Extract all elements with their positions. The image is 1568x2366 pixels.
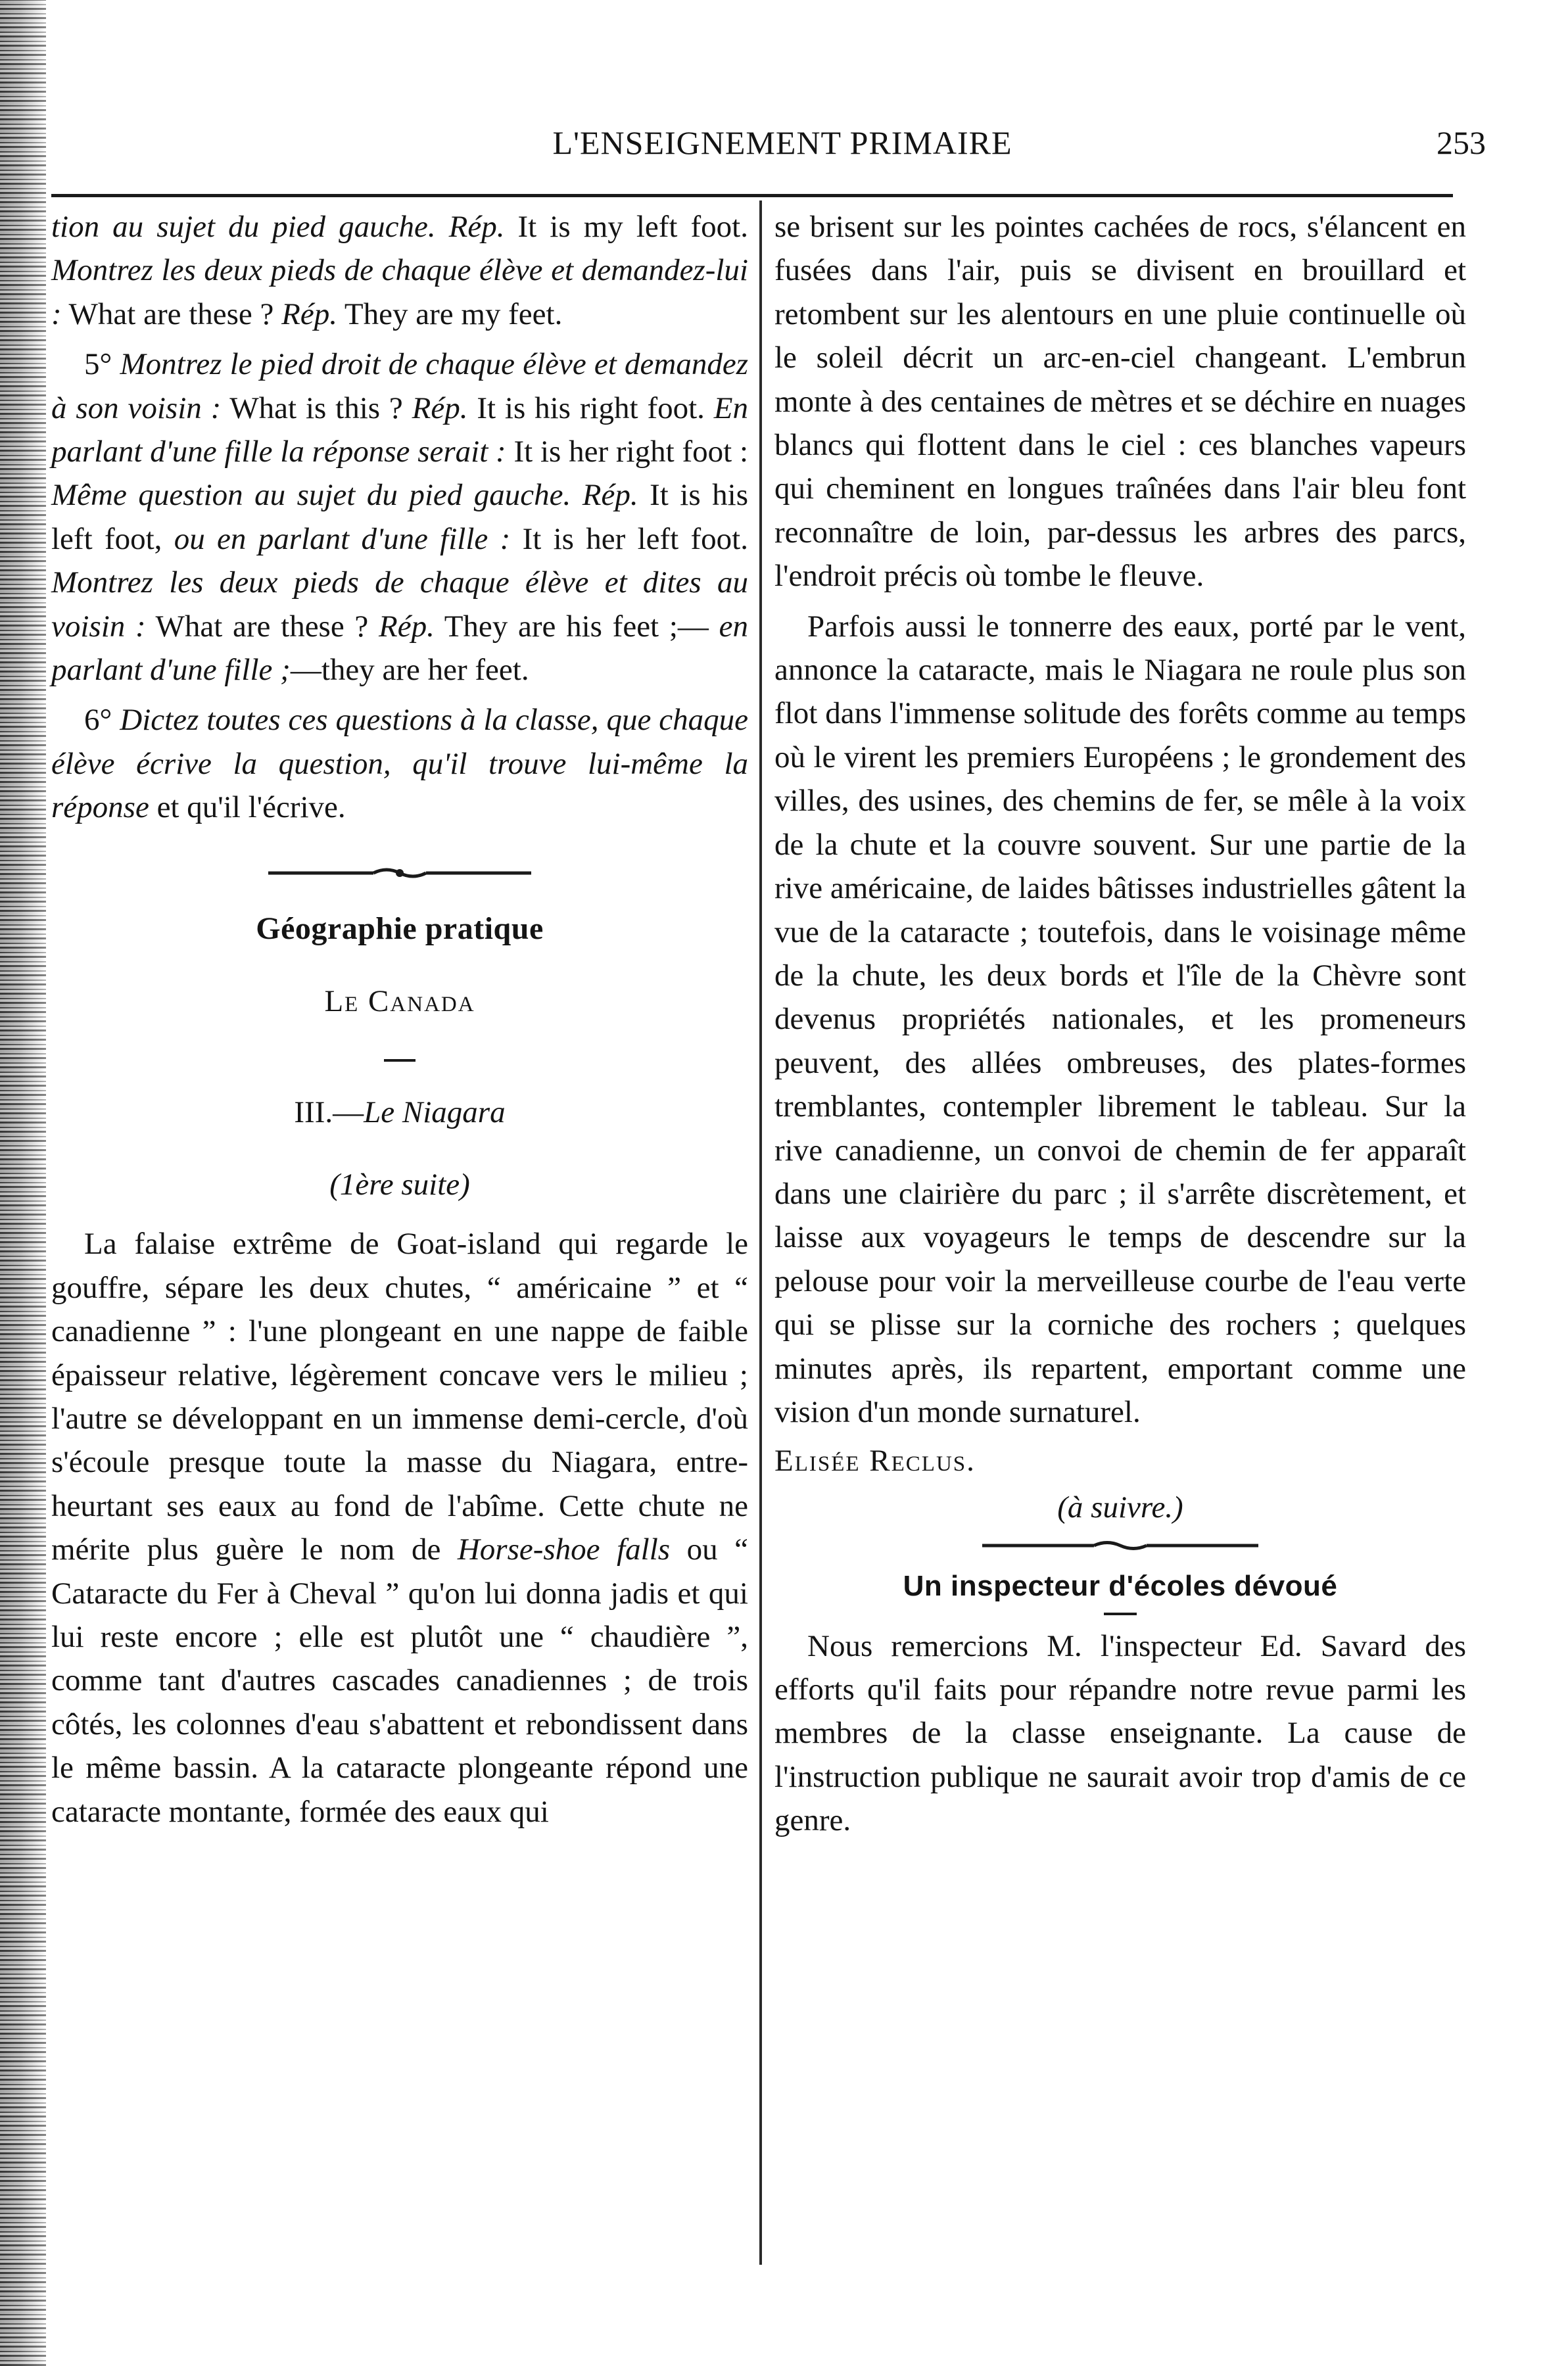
chapter-number: III.— [294, 1095, 364, 1129]
book-spine-edge [0, 0, 46, 2366]
chapter-heading [51, 1091, 748, 1134]
italic-text: Même question au sujet du pied gauche. Rép. [51, 478, 638, 513]
continuation-note: (1ère suite) [329, 1167, 470, 1202]
chapter-title: Le Niagara [364, 1095, 506, 1129]
text: What is this ? [221, 390, 412, 425]
text: 6° [84, 703, 120, 738]
italic-text: tion au sujet du pied gauche. Rép. [51, 210, 505, 244]
text: It is my left foot. [504, 210, 748, 244]
italic-text: Montrez le pied droit de chaque élève et demandez à son voisin : [51, 347, 748, 425]
text: It is her left foot. [510, 521, 748, 556]
italic-text: ou en parlant d'une fille : [174, 521, 511, 556]
column-divider [759, 201, 762, 2265]
niagara-paragraph-1 [51, 1222, 748, 1834]
subtitle-canada: Le Canada [324, 984, 475, 1019]
italic-text: Horse-shoe falls [457, 1532, 671, 1567]
short-dash-2 [1104, 1613, 1137, 1615]
lesson-step-6 [51, 698, 748, 829]
header-rule [51, 194, 1453, 197]
italic-text: en parlant d'une fille ; [51, 609, 748, 688]
ornamental-rule-2 [982, 1538, 1258, 1553]
running-title: L'ENSEIGNEMENT PRIMAIRE [552, 124, 1012, 161]
italic-text: Montrez les deux pieds de chaque élève et demandez-lui : [51, 253, 748, 331]
lesson-step-5 [51, 343, 748, 692]
text: —they are her feet. [290, 653, 529, 688]
section-title-inspecteur: Un inspecteur d'écoles dévoué [903, 1570, 1338, 1603]
author-signature: Elisée Reclus. [774, 1444, 976, 1479]
to-be-continued: (à suivre.) [1057, 1490, 1183, 1525]
inspecteur-paragraph: Nous remercions M. l'inspecteur Ed. Savard des efforts qu'il faits pour répandre notre revue parmi les membres de la classe enseignante. La cause de l'instruction publique ne saurait avoir trop d'amis de ce genre. [774, 1628, 1466, 1838]
text: They are his feet ;— [434, 609, 719, 644]
italic-text: Rép. [281, 296, 337, 331]
section-title-geographie: Géographie pratique [256, 911, 544, 946]
italic-text: Rép. [379, 609, 435, 644]
italic-text: Montrez les deux pieds de chaque élève et dites au voisin : [51, 565, 748, 644]
text: et qu'il l'écrive. [149, 790, 346, 825]
page-header [79, 112, 1486, 171]
text: They are my feet. [337, 296, 563, 331]
text: La falaise extrême de Goat-island qui regarde le gouffre, sépare les deux chutes, “ américaine ” et “ canadienne ” : l'une plongeant en une nappe de faible épaisseur relative, légèrement concave vers le milieu ; l'autre se développant en un immense demi-cercle, d'où s'écoule presque toute la masse du Niagara, entre-heurtant ses eaux au fond de l'abîme. Cette chute ne mérite plus guère le nom de [51, 1227, 748, 1567]
text: 5° [84, 347, 120, 382]
text: It is his left foot, [51, 478, 748, 556]
right-column [774, 205, 1466, 1843]
italic-text: En parlant d'une fille la réponse serait : [51, 390, 748, 469]
text: It is his right foot. [467, 390, 714, 425]
text: It is her right foot : [506, 435, 748, 469]
left-column [51, 205, 748, 1834]
niagara-paragraph-2: Parfois aussi le tonnerre des eaux, porté par le vent, annonce la cataracte, mais le Niagara ne roule plus son flot dans l'immense solitude des forêts comme au temps où le virent les premiers Européens ; le grondement des villes, des usines, des chemins de fer, se mêle à la voix de la chute et la couvre souvent. Sur une partie de la rive américaine, de laides bâtisses industrielles gâtent la vue de la cataracte ; toutefois, dans le voisinage même de la chute, les deux bords et l'île de la Chèvre sont devenus propriétés nationales, et les promeneurs peuvent, des allées ombreuses, des plates-formes tremblantes, contempler librement le tableau. Sur la rive canadienne, un convoi de chemin de fer apparaît dans une clairière du parc ; il s'arrête discrètement, et laisse aux voyageurs le temps de descendre sur la pelouse pour voir la merveilleuse courbe de l'eau verte qui se plisse sur la corniche des rochers ; quelques minutes après, ils repartent, emportant comme une vision d'un monde surnaturel. [774, 609, 1466, 1429]
short-dash [384, 1059, 416, 1062]
text: ou “ Cataracte du Fer à Cheval ” qu'on lui donna jadis et qui lui reste encore ; elle est plutôt une “ chaudière ”, comme tant d'autres cascades canadiennes ; de trois côtés, les colonnes d'eau s'abattent et rebondissent dans le même bassin. A la cataracte plongeante répond une cataracte montante, formée des eaux qui [51, 1532, 749, 1829]
italic-text: Rép. [412, 390, 468, 425]
page-number: 253 [1437, 124, 1486, 161]
text: What are these ? [145, 609, 379, 644]
text: What are these ? [61, 296, 282, 331]
niagara-paragraph-continued: se brisent sur les pointes cachées de rocs, s'élancent en fusées dans l'air, puis se divisent en brouillard et retombent sur les alentours en une pluie continuelle où le soleil décrit un arc-en-ciel changeant. L'embrun monte à des centaines de mètres et se déchire en nuages blancs qui flottent dans le ciel : ces blanches vapeurs qui cheminent en longues traînées dans l'air bleu font reconnaître de loin, par-dessus les arbres des parcs, l'endroit précis où tombe le fleuve. [774, 210, 1466, 594]
ornamental-rule [268, 865, 531, 881]
italic-text: Dictez toutes ces questions à la classe, que chaque élève écrive la question, qu'il trouve lui-même la réponse [51, 703, 748, 825]
lesson-paragraph-continued [51, 205, 748, 336]
